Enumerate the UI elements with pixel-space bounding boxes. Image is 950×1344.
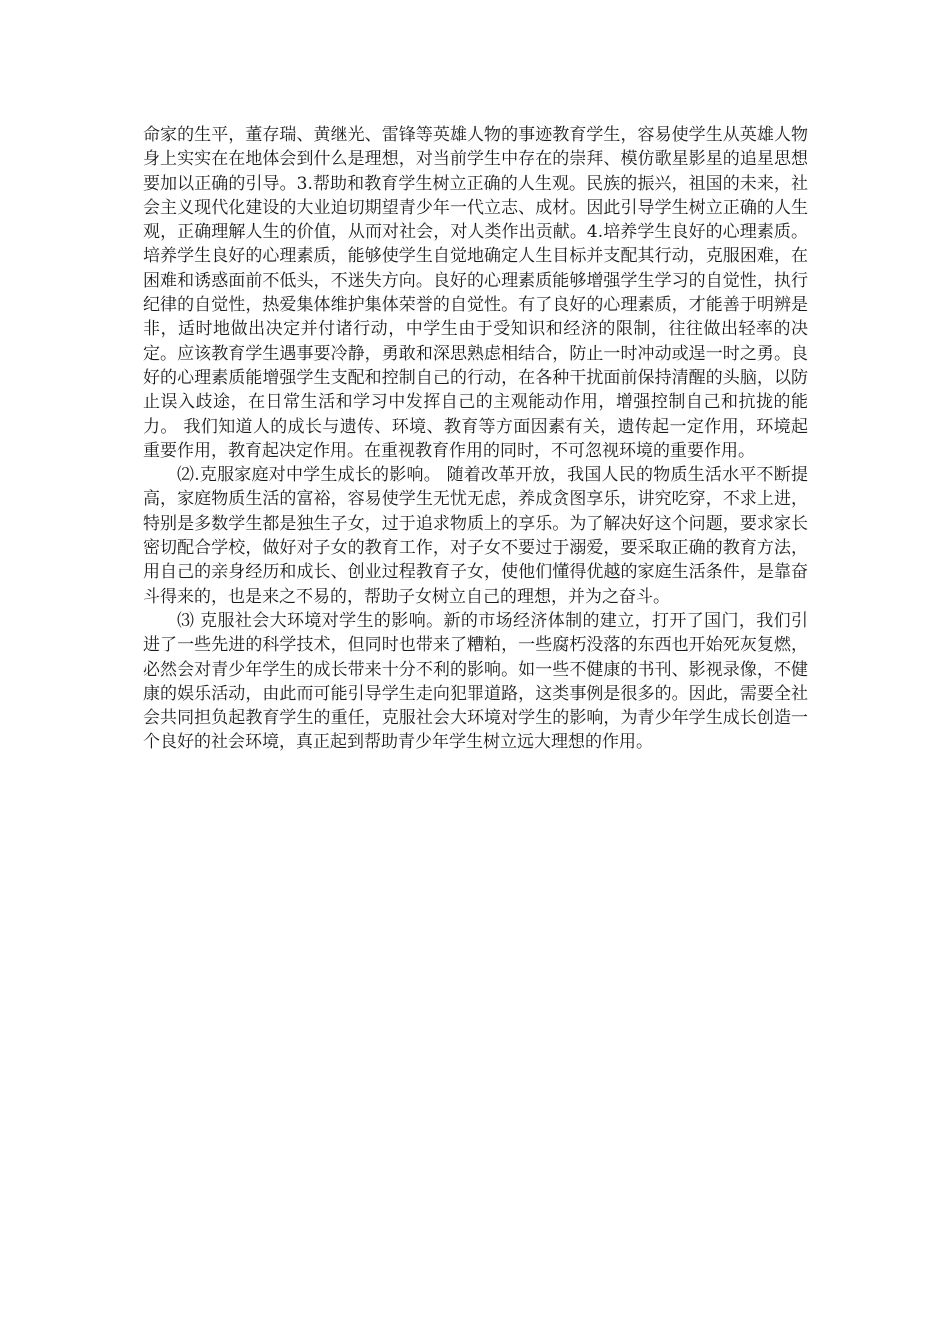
document-body xyxy=(143,123,808,755)
paragraph-continuation: 命家的生平，董存瑞、黄继光、雷锋等英雄人物的事迹教育学生，容易使学生从英雄人物身上实实在在地体会到什么是理想，对当前学生中存在的崇拜、模仿歌星影星的追星思想要加以正确的引导。3.帮助和教育学生树立正确的人生观。民族的振兴，祖国的未来，社会主义现代化建设的大业迫切期望青少年一代立志、成材。因此引导学生树立正确的人生观，正确理解人生的价值，从而对社会，对人类作出贡献。4.培养学生良好的心理素质。培养学生良好的心理素质，能够使学生自觉地确定人生目标并支配其行动，克服困难，在困难和诱惑面前不低头，不迷失方向。良好的心理素质能够增强学生学习的自觉性，执行纪律的自觉性，热爱集体维护集体荣誉的自觉性。有了良好的心理素质，才能善于明辨是非，适时地做出决定并付诸行动，中学生由于受知识和经济的限制，往往做出轻率的决定。应该教育学生遇事要冷静，勇敢和深思熟虑相结合，防止一时冲动或逞一时之勇。良好的心理素质能增强学生支配和控制自己的行动，在各种干扰面前保持清醒的头脑，以防止误入歧途，在日常生活和学习中发挥自己的主观能动作用，增强控制自己和抗拢的能力。 我们知道人的成长与遗传、环境、教育等方面因素有关，遗传起一定作用，环境起重要作用，教育起决定作用。在重视教育作用的同时，不可忽视环境的重要作用。 xyxy=(143,125,808,461)
paragraph-family-influence: ⑵.克服家庭对中学生成长的影响。 随着改革开放，我国人民的物质生活水平不断提高，家庭物质生活的富裕，容易使学生无忧无虑，养成贪图享乐，讲究吃穿，不求上进，特别是多数学生都是独生子女，过于追求物质上的享乐。为了解决好这个问题，要求家长密切配合学校，做好对子女的教育工作，对子女不要过于溺爱，要采取正确的教育方法，用自己的亲身经历和成长、创业过程教育子女，使他们懂得优越的家庭生活条件，是靠奋斗得来的，也是来之不易的，帮助子女树立自己的理想，并为之奋斗。 xyxy=(143,465,808,607)
paragraph-society-influence: ⑶ 克服社会大环境对学生的影响。新的市场经济体制的建立，打开了国门，我们引进了一些先进的科学技术，但同时也带来了糟粕，一些腐朽没落的东西也开始死灰复燃，必然会对青少年学生的成长带来十分不利的影响。如一些不健康的书刊、影视录像，不健康的娱乐活动，由此而可能引导学生走向犯罪道路，这类事例是很多的。因此，需要全社会共同担负起教育学生的重任，克服社会大环境对学生的影响，为青少年学生成长创造一个良好的社会环境，真正起到帮助青少年学生树立远大理想的作用。 xyxy=(143,610,808,753)
